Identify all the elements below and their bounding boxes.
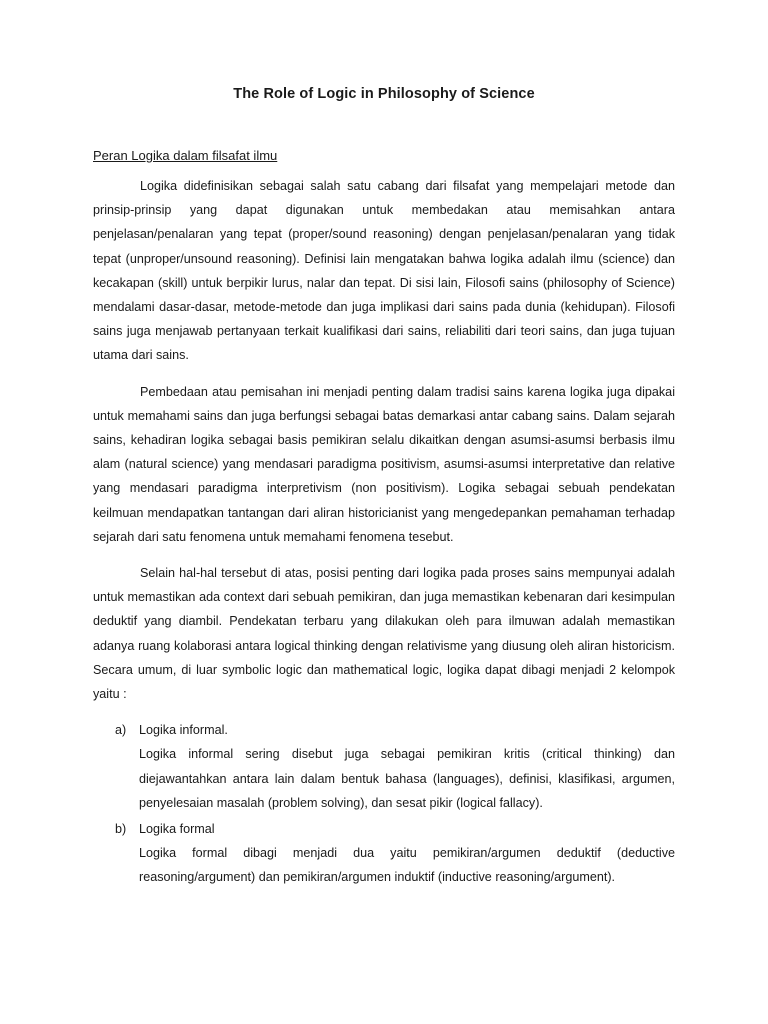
list-item-description: Logika informal sering disebut juga sebagai pemikiran kritis (critical thinking) dan diejawantahkan antara lain dalam bentuk bahasa (languages), definisi, klasifikasi, argumen, penyelesaian masalah (problem solving), dan sesat pikir (logical fallacy). [139, 747, 675, 810]
section-heading: Peran Logika dalam filsafat ilmu [93, 148, 278, 163]
paragraph-3: Selain hal-hal tersebut di atas, posisi penting dari logika pada proses sains mempunyai adalah untuk memastikan ada context dari sebuah pemikiran, dan juga memastikan kebenaran dari kesimpulan deduktif yang diambil. Pendekatan terbaru yang dilakukan oleh para ilmuwan adalah memastikan adanya ruang kolaborasi antara logical thinking dengan relativisme yang diusung oleh aliran historicism. Secara umum, di luar symbolic logic dan mathematical logic, logika dapat dibagi menjadi 2 kelompok yaitu : [93, 566, 675, 702]
list-marker: b) [115, 822, 127, 837]
logic-types-list [93, 718, 675, 889]
list-item-label: Logika informal. [139, 723, 228, 738]
list-item-formal [93, 817, 675, 890]
list-item-informal [93, 718, 675, 815]
list-marker: a) [115, 723, 127, 738]
document-page [93, 86, 675, 892]
paragraph-1: Logika didefinisikan sebagai salah satu cabang dari filsafat yang mempelajari metode dan prinsip-prinsip yang dapat digunakan untuk membedakan atau memisahkan antara penjelasan/penalaran yang tepat (proper/sound reasoning) dengan penjelasan/penalaran yang tidak tepat (unproper/unsound reasoning). Definisi lain mengatakan bahwa logika adalah ilmu (science) dan kecakapan (skill) untuk berpikir lurus, nalar dan tepat. Di sisi lain, Filosofi sains (philosophy of Science) mendalami dasar-dasar, metode-metode dan juga implikasi dari sains pada dunia (kehidupan). Filosofi sains juga menjawab pertanyaan terkait kualifikasi dari sains, reliabiliti dari teori sains, dan juga tujuan utama dari sains. [93, 179, 675, 363]
list-item-label: Logika formal [139, 822, 215, 837]
document-title: The Role of Logic in Philosophy of Science [233, 86, 535, 102]
list-item-description: Logika formal dibagi menjadi dua yaitu pemikiran/argumen deduktif (deductive reasoning/argument) dan pemikiran/argumen induktif (inductive reasoning/argument). [139, 846, 675, 885]
paragraph-2: Pembedaan atau pemisahan ini menjadi penting dalam tradisi sains karena logika juga dipakai untuk memahami sains dan juga berfungsi sebagai batas demarkasi antar cabang sains. Dalam sejarah sains, kehadiran logika sebagai basis pemikiran selalu dikaitkan dengan asumsi-asumsi berbasis ilmu alam (natural science) yang mendasari paradigma positivism, asumsi-asumsi interpretative dan relative yang mendasari paradigma interpretivism (non positivism). Logika sebagai sebuah pendekatan keilmuan mendapatkan tantangan dari aliran historicianist yang mengedepankan pemahaman terhadap sejarah dari satu fenomena untuk memahami fenomena tesebut. [93, 384, 675, 544]
